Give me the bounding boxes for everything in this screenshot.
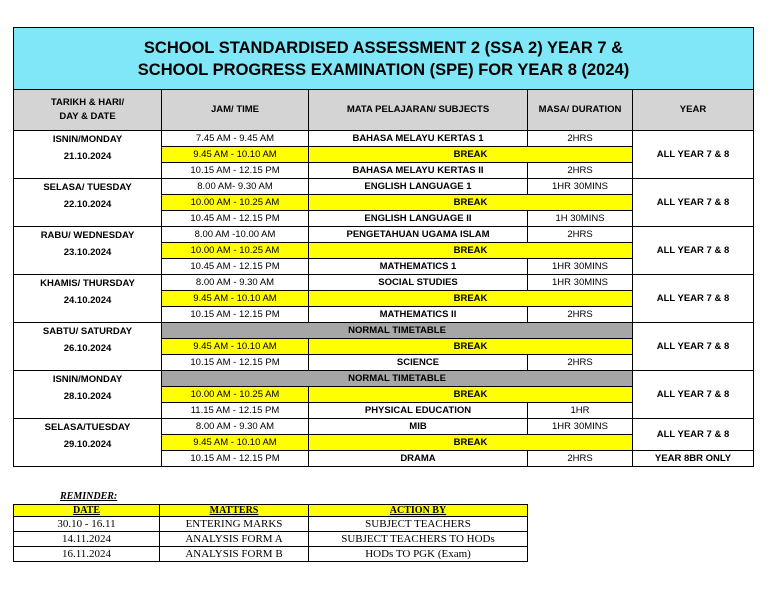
subject-cell: BAHASA MELAYU KERTAS II: [309, 163, 528, 179]
schedule-row: [14, 131, 754, 147]
schedule-row: [14, 179, 754, 195]
year-cell: ALL YEAR 7 & 8: [633, 275, 754, 323]
year-cell: ALL YEAR 7 & 8: [633, 227, 754, 275]
schedule-row: [14, 275, 754, 291]
reminder-header-row: [14, 505, 528, 517]
duration-cell: 2HRS: [528, 355, 633, 371]
year-cell: ALL YEAR 7 & 8: [633, 371, 754, 419]
time-cell: 10.15 AM - 12.15 PM: [162, 355, 309, 371]
duration-cell: 1H 30MINS: [528, 211, 633, 227]
day-date-cell: [14, 275, 162, 323]
reminder-row: [14, 517, 528, 532]
date-value: 22.10.2024: [63, 199, 112, 210]
subject-cell: DRAMA: [309, 451, 528, 467]
date-value: 26.10.2024: [63, 343, 112, 354]
subject-cell: SCIENCE: [309, 355, 528, 371]
duration-cell: 2HRS: [528, 451, 633, 467]
reminder-date: 30.10 - 16.11: [14, 517, 160, 532]
subject-cell: PHYSICAL EDUCATION: [309, 403, 528, 419]
reminder-matters: ENTERING MARKS: [160, 517, 309, 532]
duration-cell: 1HR 30MINS: [528, 179, 633, 195]
time-cell: 10.45 AM - 12.15 PM: [162, 211, 309, 227]
subject-cell: BAHASA MELAYU KERTAS 1: [309, 131, 528, 147]
subject-cell: PENGETAHUAN UGAMA ISLAM: [309, 227, 528, 243]
reminder-header-matters: MATTERS: [160, 505, 309, 517]
time-cell: 8.00 AM- 9.30 AM: [162, 179, 309, 195]
break-cell: BREAK: [309, 243, 633, 259]
duration-cell: 1HR 30MINS: [528, 275, 633, 291]
break-time-cell: 10.00 AM - 10.25 AM: [162, 243, 309, 259]
duration-cell: 2HRS: [528, 307, 633, 323]
normal-timetable-cell: NORMAL TIMETABLE: [162, 323, 633, 339]
day-name: ISNIN/MONDAY: [52, 374, 123, 385]
day-date-cell: [14, 371, 162, 419]
reminder-action: SUBJECT TEACHERS: [309, 517, 528, 532]
day-name: ISNIN/MONDAY: [52, 134, 123, 145]
time-cell: 10.15 AM - 12.15 PM: [162, 307, 309, 323]
time-cell: 7.45 AM - 9.45 AM: [162, 131, 309, 147]
reminder-action: HODs TO PGK (Exam): [309, 547, 528, 562]
break-time-cell: 10.00 AM - 10.25 AM: [162, 195, 309, 211]
break-time-cell: 9.45 AM - 10.10 AM: [162, 147, 309, 163]
reminder-row: [14, 532, 528, 547]
date-value: 28.10.2024: [63, 391, 112, 402]
day-name: SELASA/TUESDAY: [44, 422, 131, 433]
schedule-row: [14, 419, 754, 435]
date-value: 21.10.2024: [63, 151, 112, 162]
day-date-cell: [14, 227, 162, 275]
time-cell: 10.45 AM - 12.15 PM: [162, 259, 309, 275]
break-cell: BREAK: [309, 435, 633, 451]
date-value: 29.10.2024: [63, 439, 112, 450]
day-name: SABTU/ SATURDAY: [42, 326, 133, 337]
reminder-table: [13, 504, 528, 562]
header-duration: MASA/ DURATION: [528, 90, 633, 131]
day-name: SELASA/ TUESDAY: [43, 182, 132, 193]
duration-cell: 1HR 30MINS: [528, 419, 633, 435]
time-cell: 8.00 AM - 9.30 AM: [162, 419, 309, 435]
day-name: RABU/ WEDNESDAY: [40, 230, 135, 241]
subject-cell: MATHEMATICS II: [309, 307, 528, 323]
subject-cell: SOCIAL STUDIES: [309, 275, 528, 291]
time-cell: 8.00 AM - 9.30 AM: [162, 275, 309, 291]
break-time-cell: 10.00 AM - 10.25 AM: [162, 387, 309, 403]
day-date-cell: [14, 323, 162, 371]
exam-schedule-table: [13, 27, 754, 467]
reminder-date: 16.11.2024: [14, 547, 160, 562]
reminder-label: REMINDER:: [60, 491, 118, 502]
duration-cell: 2HRS: [528, 131, 633, 147]
break-cell: BREAK: [309, 147, 633, 163]
title-line-1: SCHOOL STANDARDISED ASSESSMENT 2 (SSA 2) YEAR 7 &: [143, 38, 624, 57]
year-cell: ALL YEAR 7 & 8: [633, 323, 754, 371]
break-cell: BREAK: [309, 339, 633, 355]
break-time-cell: 9.45 AM - 10.10 AM: [162, 435, 309, 451]
page-title: [14, 28, 754, 90]
year-cell: YEAR 8BR ONLY: [633, 451, 754, 467]
header-year: YEAR: [633, 90, 754, 131]
year-cell: ALL YEAR 7 & 8: [633, 419, 754, 451]
day-name: KHAMIS/ THURSDAY: [40, 278, 135, 289]
duration-cell: 2HRS: [528, 163, 633, 179]
header-day-line-2: DAY & DATE: [59, 111, 116, 122]
reminder-matters: ANALYSIS FORM A: [160, 532, 309, 547]
date-value: 24.10.2024: [63, 295, 112, 306]
title-line-2: SCHOOL PROGRESS EXAMINATION (SPE) FOR YEAR 8 (2024): [137, 60, 630, 79]
reminder-header-date: DATE: [14, 505, 160, 517]
header-day-line-1: TARIKH & HARI/: [50, 97, 125, 108]
break-cell: BREAK: [309, 291, 633, 307]
duration-cell: 1HR 30MINS: [528, 259, 633, 275]
date-value: 23.10.2024: [63, 247, 112, 258]
subject-cell: MATHEMATICS 1: [309, 259, 528, 275]
header-subject: MATA PELAJARAN/ SUBJECTS: [309, 90, 528, 131]
time-cell: 8.00 AM -10.00 AM: [162, 227, 309, 243]
normal-timetable-cell: NORMAL TIMETABLE: [162, 371, 633, 387]
year-cell: ALL YEAR 7 & 8: [633, 131, 754, 179]
day-date-cell: [14, 131, 162, 179]
break-time-cell: 9.45 AM - 10.10 AM: [162, 339, 309, 355]
header-time: JAM/ TIME: [162, 90, 309, 131]
time-cell: 11.15 AM - 12.15 PM: [162, 403, 309, 419]
subject-cell: ENGLISH LANGUAGE II: [309, 211, 528, 227]
reminder-row: [14, 547, 528, 562]
subject-cell: ENGLISH LANGUAGE 1: [309, 179, 528, 195]
break-time-cell: 9.45 AM - 10.10 AM: [162, 291, 309, 307]
duration-cell: 2HRS: [528, 227, 633, 243]
schedule-row: [14, 227, 754, 243]
reminder-action: SUBJECT TEACHERS TO HODs: [309, 532, 528, 547]
column-header-row: [14, 90, 754, 131]
day-date-cell: [14, 179, 162, 227]
schedule-row: [14, 323, 754, 339]
header-day-date: [14, 90, 162, 131]
day-date-cell: [14, 419, 162, 467]
reminder-header-action: ACTION BY: [309, 505, 528, 517]
time-cell: 10.15 AM - 12.15 PM: [162, 451, 309, 467]
reminder-date: 14.11.2024: [14, 532, 160, 547]
duration-cell: 1HR: [528, 403, 633, 419]
year-cell: ALL YEAR 7 & 8: [633, 179, 754, 227]
break-cell: BREAK: [309, 195, 633, 211]
time-cell: 10.15 AM - 12.15 PM: [162, 163, 309, 179]
break-cell: BREAK: [309, 387, 633, 403]
reminder-matters: ANALYSIS FORM B: [160, 547, 309, 562]
subject-cell: MIB: [309, 419, 528, 435]
schedule-row: [14, 371, 754, 387]
